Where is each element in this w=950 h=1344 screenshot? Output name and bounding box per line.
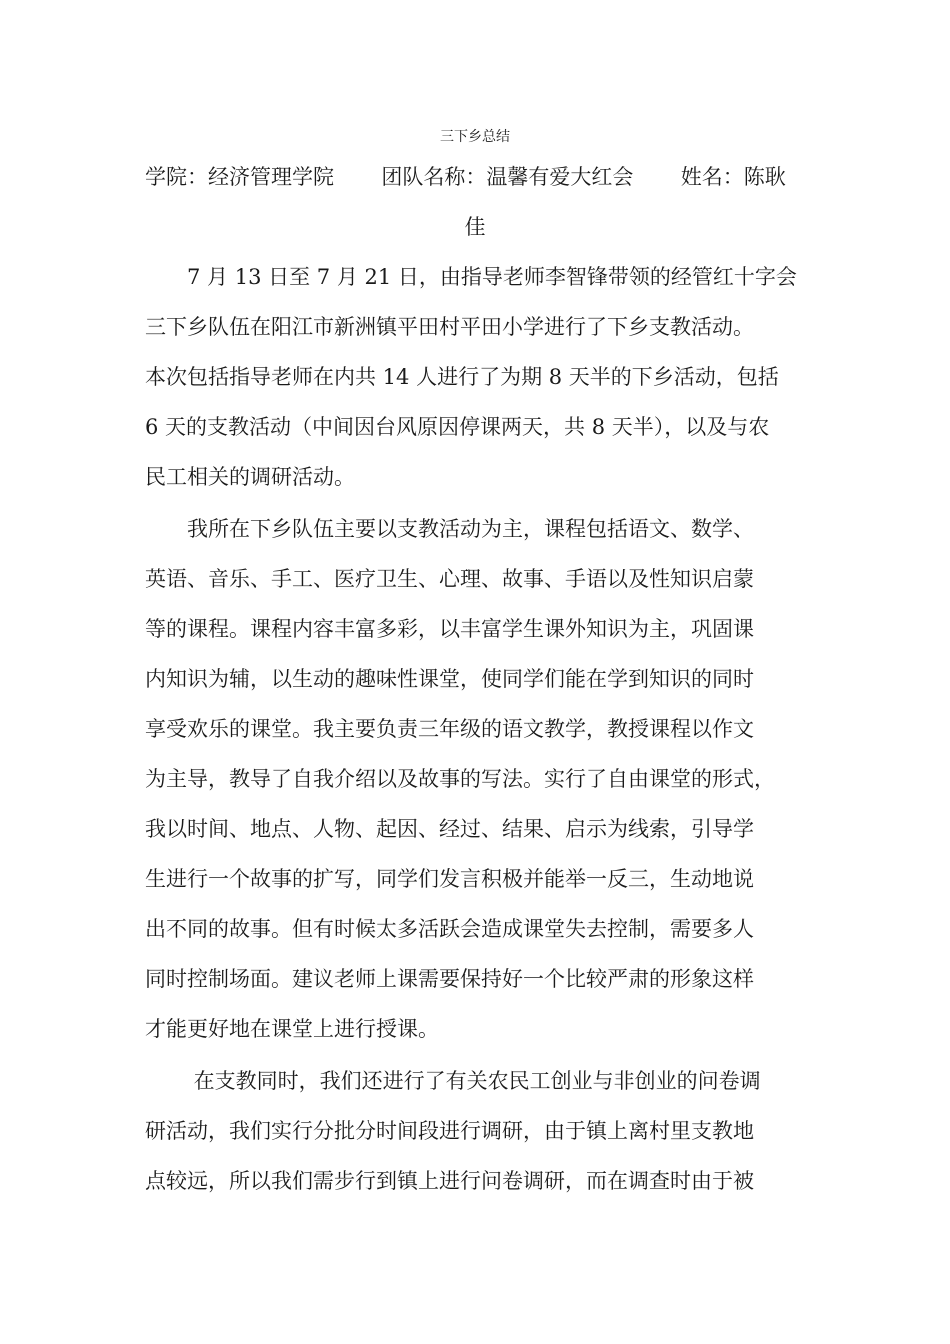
name-continuation: 佳: [464, 215, 486, 239]
body-line: 我以时间、地点、人物、起因、经过、结果、启示为线索，引导学: [145, 817, 754, 841]
body-line: 我所在下乡队伍主要以支教活动为主，课程包括语文、数学、: [145, 517, 754, 541]
body-line: 出不同的故事。但有时候太多活跃会造成课堂失去控制，需要多人: [145, 917, 754, 941]
body-line: 7 月 13 日至 7 月 21 日，由指导老师李智锋带领的经管红十字会: [145, 265, 797, 289]
name-label: 姓名：陈耿: [680, 165, 786, 189]
body-line: 民工相关的调研活动。: [145, 465, 355, 489]
body-line: 享受欢乐的课堂。我主要负责三年级的语文教学，教授课程以作文: [145, 717, 754, 741]
body-line: 等的课程。课程内容丰富多彩，以丰富学生课外知识为主，巩固课: [145, 617, 754, 641]
body-line: 英语、音乐、手工、医疗卫生、心理、故事、手语以及性知识启蒙: [145, 567, 754, 591]
body-line: 在支教同时，我们还进行了有关农民工创业与非创业的问卷调: [145, 1069, 761, 1093]
document-title: 三下乡总结: [440, 129, 510, 145]
body-line: 三下乡队伍在阳江市新洲镇平田村平田小学进行了下乡支教活动。: [145, 315, 754, 339]
body-line: 为主导，教导了自我介绍以及故事的写法。实行了自由课堂的形式，: [145, 767, 775, 791]
college-label: 学院：经济管理学院: [145, 165, 334, 189]
body-line: 生进行一个故事的扩写，同学们发言积极并能举一反三，生动地说: [145, 867, 754, 891]
team-label: 团队名称：温馨有爱大红会: [381, 165, 634, 189]
header-info-line: [145, 162, 805, 192]
body-line: 才能更好地在课堂上进行授课。: [145, 1017, 439, 1041]
body-line: 内知识为辅，以生动的趣味性课堂，使同学们能在学到知识的同时: [145, 667, 754, 691]
body-line: 6 天的支教活动（中间因台风原因停课两天，共 8 天半），以及与农: [145, 415, 770, 439]
body-line: 同时控制场面。建议老师上课需要保持好一个比较严肃的形象这样: [145, 967, 754, 991]
body-line: 研活动，我们实行分批分时间段进行调研，由于镇上离村里支教地: [145, 1119, 754, 1143]
body-line: 点较远，所以我们需步行到镇上进行问卷调研，而在调查时由于被: [145, 1169, 754, 1193]
body-line: 本次包括指导老师在内共 14 人进行了为期 8 天半的下乡活动，包括: [145, 365, 779, 389]
